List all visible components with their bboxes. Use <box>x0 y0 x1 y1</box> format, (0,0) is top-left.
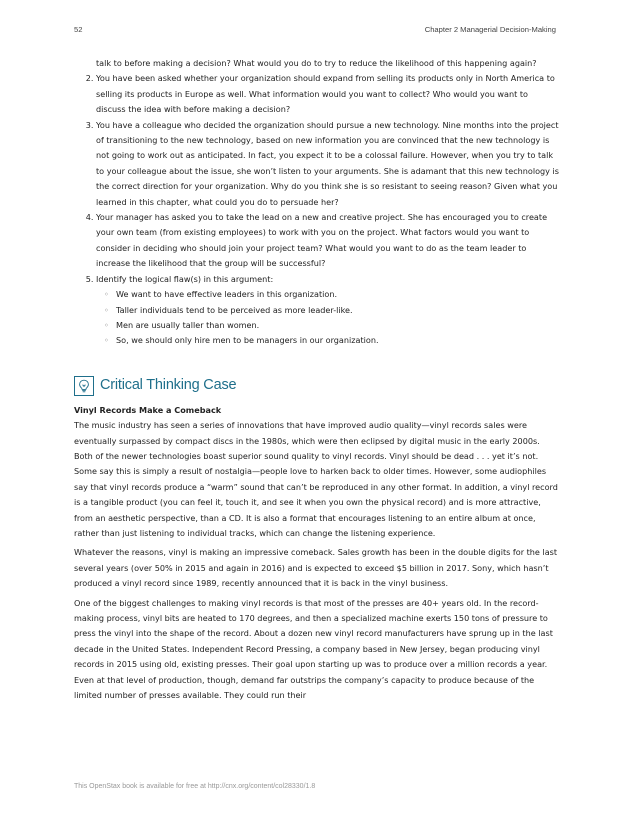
page-footer: This OpenStax book is available for free at http://cnx.org/content/col28330/1.8 <box>74 783 316 790</box>
question-list <box>74 71 560 348</box>
argument-bullet: ◦ We want to have effective leaders in this organization. <box>116 287 560 302</box>
case-paragraph: Whatever the reasons, vinyl is making an impressive comeback. Sales growth has been in the double digits for the last several years (over 50% in 2015 and again in 2016) and is expected to exceed $5 billion in 2017. Sony, which hasn’t produced a vinyl record since 1989, recently announced that it is back in the vinyl business. <box>74 547 558 589</box>
case-title: Critical Thinking Case <box>100 377 237 394</box>
page-content <box>74 56 560 707</box>
argument-bullet: ◦ So, we should only hire men to be managers in our organization. <box>116 333 560 348</box>
case-subtitle: Vinyl Records Make a Comeback <box>74 404 222 415</box>
chapter-title: Chapter 2 Managerial Decision-Making <box>424 25 556 34</box>
question-item-5-text: Identify the logical flaw(s) in this argument: <box>96 273 274 284</box>
case-paragraph: The music industry has seen a series of innovations that have improved audio quality—vinyl records sales were eventually surpassed by compact discs in the 1980s, which were then eclipsed by digital music in the early 2000s. Both of the newer technologies boast superior sound quality to vinyl records. Vinyl should be dead . . . yet it’s not. Some say this is simply a result of nostalgia—people love to harken back to older times. However, some audiophiles say that vinyl records produce a “warm” sound that can’t be reproduced in any other format. In addition, a vinyl record is a tangible product (you can feel it, touch it, and see it when you own the physical record) and is more attractive, from an aesthetic perspective, than a CD. It is also a format that encourages listening to an entire album at once, rather than just listening to individual tracks, which can change the listening experience. <box>74 420 558 538</box>
page-number: 52 <box>74 25 83 34</box>
question-item-2: 2. You have been asked whether your organization should expand from selling its products only in North America to selling its products in Europe as well. What information would you want to collect? Who would you want to discuss the idea with before making a decision? <box>96 71 560 117</box>
question-item-4: 4. Your manager has asked you to take the lead on a new and creative project. She has encouraged you to create your own team (from existing employees) to work with you on the project. What factors would you want to consider in deciding who should join your project team? What would you want to do as the team leader to increase the likelihood that the group will be successful? <box>96 210 560 272</box>
case-header <box>74 373 560 399</box>
question-item-3: 3. You have a colleague who decided the organization should pursue a new technology. Nine months into the project of transitioning to the new technology, based on new information you are convinced that the new technology is not going to work out as anticipated. In fact, you expect it to be a colossal failure. However, when you try to talk to your colleague about the issue, she won’t listen to your arguments. She is adamant that this new technology is the correct direction for your organization. Why do you think she is so resistant to seeing reason? Given what you learned in this chapter, what could you do to persuade her? <box>96 118 560 210</box>
question-item-5 <box>96 272 560 349</box>
lightbulb-icon <box>74 376 94 396</box>
argument-bullet-list <box>96 287 560 349</box>
case-paragraph: One of the biggest challenges to making vinyl records is that most of the presses are 40+ years old. In the record-making process, vinyl bits are heated to 170 degrees, and then a specialized machine exerts 150 tons of pressure to press the vinyl into the shape of the record. About a dozen new vinyl record manufacturers have sprung up in the last decade in the United States. Independent Record Pressing, a company based in New Jersey, began producing vinyl records in 2015 using old, existing presses. Their goal upon starting up was to produce over a million records a year. Even at that level of production, though, demand far outstrips the company’s capacity to produce because of the limited number of presses available. They could run their <box>74 597 553 701</box>
running-head <box>74 25 556 34</box>
argument-bullet: ◦ Taller individuals tend to be perceived as more leader-like. <box>116 303 560 318</box>
argument-bullet: ◦ Men are usually taller than women. <box>116 318 560 333</box>
question-continuation: talk to before making a decision? What would you do to try to reduce the likelihood of this happening again? <box>96 58 537 68</box>
